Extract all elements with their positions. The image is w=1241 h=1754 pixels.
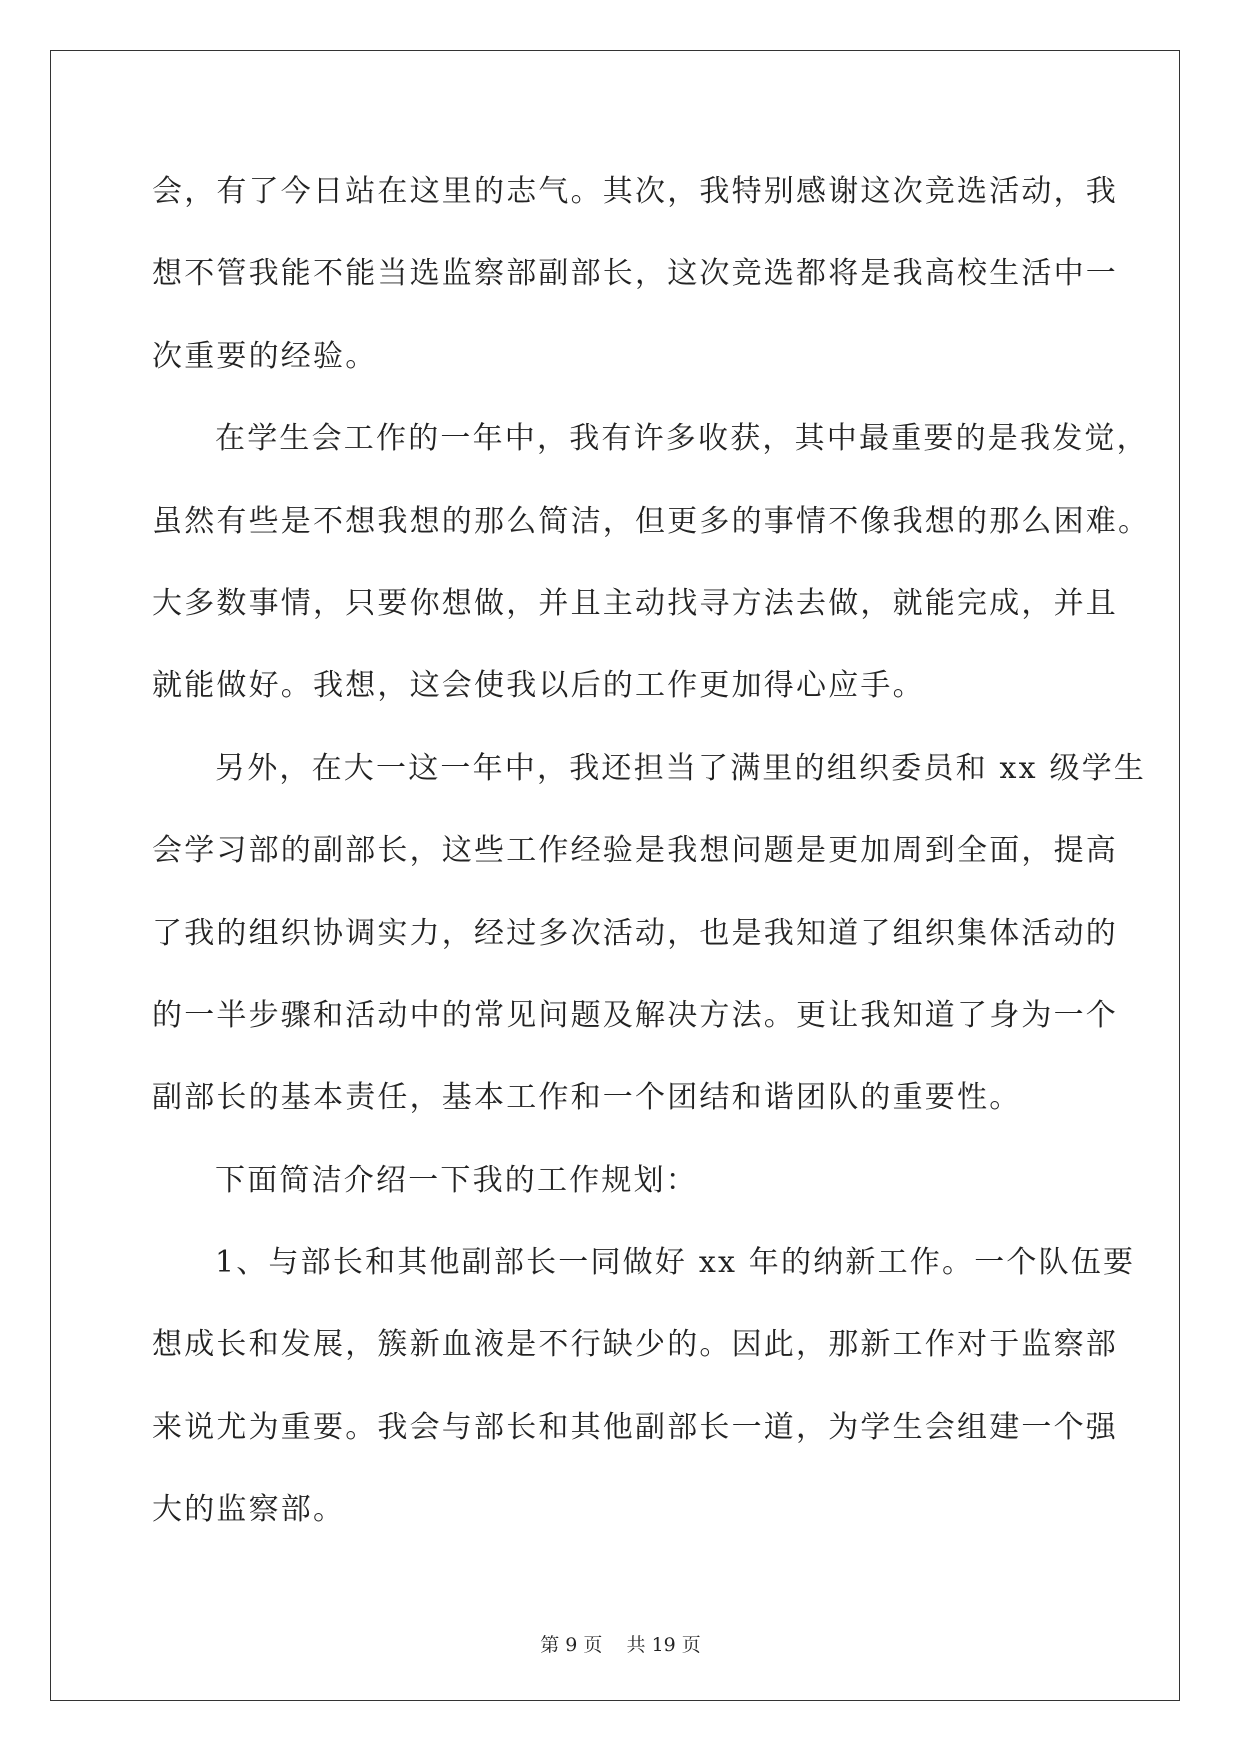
text-line: 在学生会工作的一年中，我有许多收获，其中最重要的是我发觉， (215, 421, 1149, 457)
text-line: 次重要的经验。 (152, 338, 378, 374)
text-line: 另外，在大一这一年中，我还担当了满里的组织委员和 xx 级学生 (215, 750, 1147, 786)
text-line: 来说尤为重要。我会与部长和其他副部长一道，为学生会组建一个强 (152, 1409, 1118, 1445)
text-line: 就能做好。我想，这会使我以后的工作更加得心应手。 (152, 668, 925, 704)
text-line: 的一半步骤和活动中的常见问题及解决方法。更让我知道了身为一个 (152, 997, 1118, 1033)
document-body (152, 162, 1151, 1563)
text-line: 了我的组织协调实力，经过多次活动，也是我知道了组织集体活动的 (152, 915, 1118, 951)
text-line: 想成长和发展，簇新血液是不行缺少的。因此，那新工作对于监察部 (152, 1327, 1118, 1363)
text-line: 会学习部的副部长，这些工作经验是我想问题是更加周到全面，提高 (152, 833, 1118, 869)
text-line: 会，有了今日站在这里的志气。其次，我特别感谢这次竞选活动，我 (152, 174, 1118, 209)
text-line: 1、与部长和其他副部长一同做好 xx 年的纳新工作。一个队伍要 (215, 1245, 1136, 1281)
text-line: 大多数事情，只要你想做，并且主动找寻方法去做，就能完成，并且 (152, 585, 1118, 621)
text-line: 副部长的基本责任，基本工作和一个团结和谐团队的重要性。 (152, 1080, 1022, 1116)
text-line: 想不管我能不能当选监察部副部长，这次竞选都将是我高校生活中一 (152, 256, 1118, 292)
text-line: 虽然有些是不想我想的那么简洁，但更多的事情不像我想的那么困难。 (152, 503, 1151, 539)
text-line: 大的监察部。 (152, 1492, 346, 1528)
page-footer: 第 9 页 共 19 页 (540, 1634, 701, 1656)
text-line: 下面简洁介绍一下我的工作规划： (215, 1162, 698, 1198)
